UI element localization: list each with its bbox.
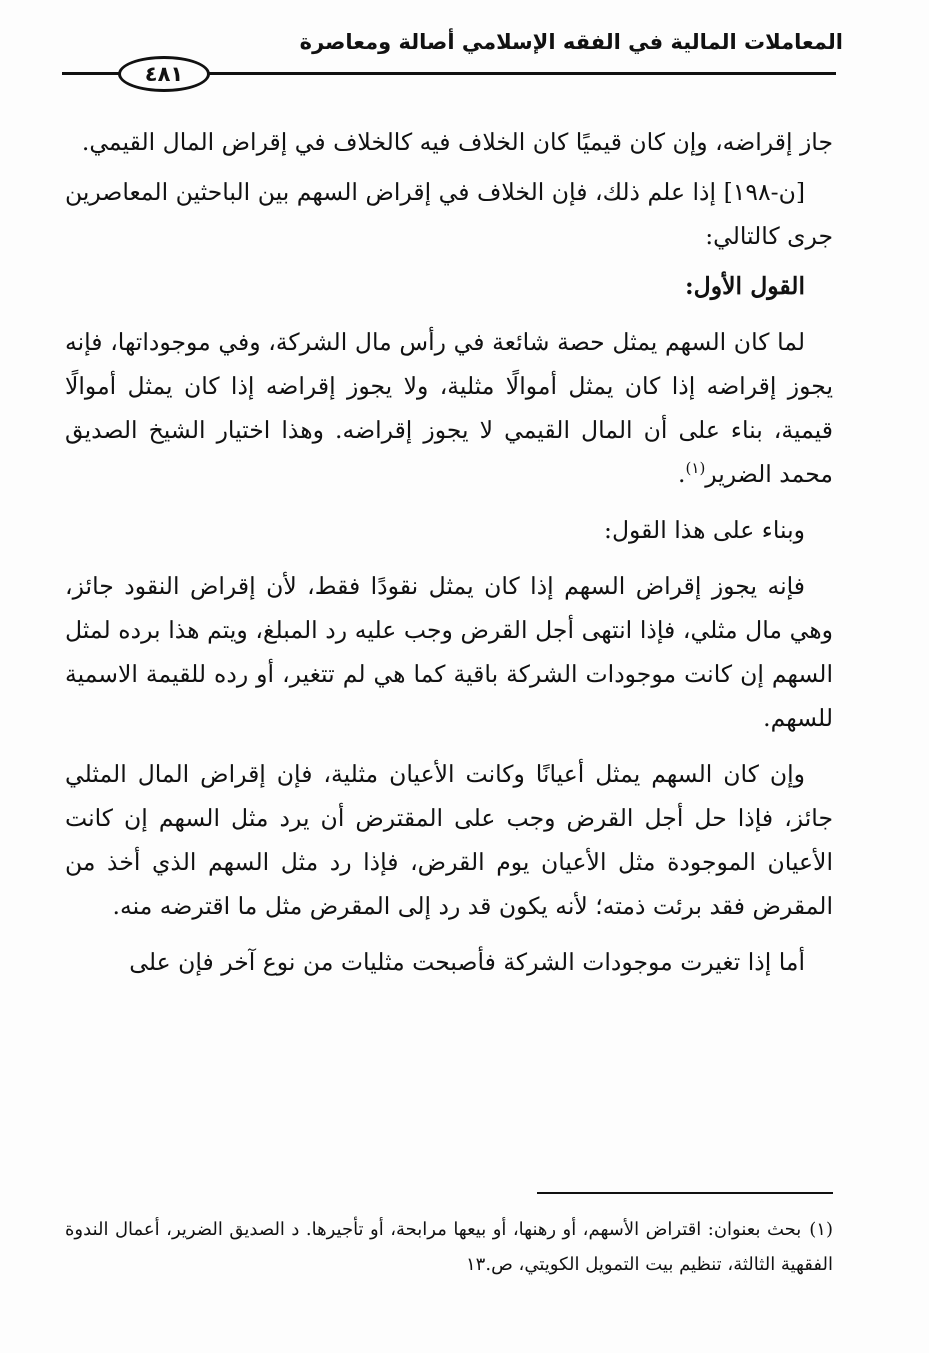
footnote-rule [537, 1192, 833, 1194]
footnotes [65, 1212, 833, 1282]
paragraph-end: . [678, 460, 686, 488]
paragraph: فإنه يجوز إقراض السهم إذا كان يمثل نقودًا فقط، لأن إقراض النقود جائز، وهي مال مثلي، فإذا انتهى أجل القرض وجب عليه رد المبلغ، ويتم هذا برده لمثل السهم إن كانت موجودات الشركة باقية كما هي لم تتغير، أو رده للقيمة الاسمية للسهم. [65, 572, 833, 732]
footnote-ref[interactable]: (١) [685, 459, 706, 478]
running-title: المعاملات المالية في الفقه الإسلامي أصالة ومعاصرة [299, 30, 843, 54]
footnote-text: بحث بعنوان: اقتراض الأسهم، أو رهنها، أو بيعها مرابحة، أو تأجيرها. د الصديق الضرير، أعمال الندوة الفقهية الثالثة، تنظيم بيت التمويل الكويتي، ص.١٣ [65, 1219, 833, 1275]
paragraph [65, 320, 833, 496]
footnote [65, 1212, 833, 1282]
section-heading: القول الأول: [684, 272, 805, 300]
page-number: ٤٨١ [118, 56, 210, 92]
footnote-number: (١) [809, 1219, 833, 1240]
body-text [65, 120, 833, 996]
paragraph: جاز إقراضه، وإن كان قيميًا كان الخلاف فيه كالخلاف في إقراض المال القيمي. [81, 128, 833, 156]
paragraph-text: لما كان السهم يمثل حصة شائعة في رأس مال الشركة، وفي موجوداتها، فإنه يجوز إقراضه إذا كان يمثل أموالًا مثلية، ولا يجوز إقراضه إذا كان يمثل أموالًا قيمية، بناء على أن المال القيمي لا يجوز إقراضه. وهذا اختيار الشيخ الصديق محمد الضرير [65, 328, 833, 488]
paragraph: [ن-١٩٨] إذا علم ذلك، فإن الخلاف في إقراض السهم بين الباحثين المعاصرين جرى كالتالي: [65, 178, 833, 250]
paragraph: أما إذا تغيرت موجودات الشركة فأصبحت مثليات من نوع آخر فإن على [129, 948, 805, 976]
paragraph: وبناء على هذا القول: [604, 516, 805, 544]
paragraph: وإن كان السهم يمثل أعيانًا وكانت الأعيان مثلية، فإن إقراض المال المثلي جائز، فإذا حل أجل القرض وجب على المقترض أن يرد مثل السهم إن كانت الأعيان الموجودة مثل الأعيان يوم القرض، فإذا رد مثل السهم الذي أخذ من المقرض فقد برئت ذمته؛ لأنه يكون قد رد إلى المقرض مثل ما اقترضه منه. [65, 760, 833, 920]
